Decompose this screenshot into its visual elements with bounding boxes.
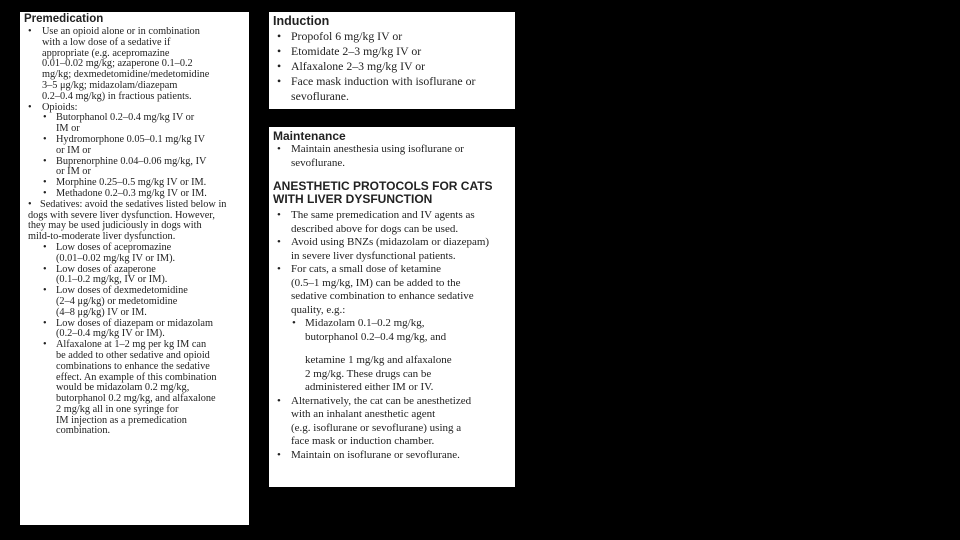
text-line: they may be used judiciously in dogs with <box>28 220 202 232</box>
heading-line: ANESTHETIC PROTOCOLS FOR CATS <box>273 179 493 193</box>
text-line: effect. An example of this combination <box>56 371 217 383</box>
text-line: 2 mg/kg. These drugs can be <box>305 367 432 380</box>
text-line: or IM or <box>56 144 91 156</box>
text-line: 0.01–0.02 mg/kg; azaperone 0.1–0.2 <box>42 58 193 70</box>
text-line: IM injection as a premedication <box>56 414 187 426</box>
induction-heading: Induction <box>273 14 330 28</box>
text-line: • Maintain on isoflurane or sevoflurane. <box>291 448 460 461</box>
text-line: appropriate (e.g. acepromazine <box>42 47 170 59</box>
induction-panel <box>269 12 515 109</box>
text-line: • Maintain anesthesia using isoflurane or <box>291 143 464 155</box>
text-line: • Alfaxalone at 1–2 mg per kg IM can <box>56 339 207 351</box>
cats-same-agents-item <box>273 209 511 236</box>
maintenance-panel <box>269 127 515 487</box>
sedative-list-item <box>24 319 245 341</box>
opioid-list-item <box>24 157 245 179</box>
text-line: in severe liver dysfunctional patients. <box>291 249 456 262</box>
text-line: mild-to-moderate liver dysfunction. <box>28 231 176 243</box>
cats-combination-item <box>273 317 511 344</box>
text-line: • Propofol 6 mg/kg IV or <box>291 29 403 43</box>
induction-item <box>273 59 511 74</box>
text-line: described above for dogs can be used. <box>291 222 459 235</box>
induction-item <box>273 29 511 44</box>
maintenance-heading: Maintenance <box>273 129 346 143</box>
text-line: IM or <box>56 123 80 135</box>
cats-protocol-heading <box>273 180 511 206</box>
text-line: mg/kg; dexmedetomidine/medetomidine <box>42 69 210 81</box>
text-line: (2–4 μg/kg) or medetomidine <box>56 295 178 307</box>
text-line: • Low doses of azaperone <box>56 263 156 275</box>
text-line: • Midazolam 0.1–0.2 mg/kg, <box>305 317 425 329</box>
text-line: combination. <box>56 425 111 437</box>
text-line: (e.g. isoflurane or sevoflurane) using a <box>291 421 462 434</box>
cats-avoid-bnz-item <box>273 236 511 263</box>
text-line: • Low doses of diazepam or midazolam <box>56 317 213 329</box>
text-line: butorphanol 0.2 mg/kg, and alfaxalone <box>56 393 216 405</box>
text-line: or IM or <box>56 166 91 178</box>
text-line: • Alfaxalone 2–3 mg/kg IV or <box>291 59 426 73</box>
text-line: would be midazolam 0.2 mg/kg, <box>56 382 190 394</box>
induction-item <box>273 44 511 59</box>
heading-line: WITH LIVER DYSFUNCTION <box>273 192 433 206</box>
text-line: dogs with severe liver dysfunction. However, <box>28 209 215 221</box>
text-line: (0.5–1 mg/kg, IM) can be added to the <box>291 276 461 289</box>
text-line: • Alternatively, the cat can be anesthetized <box>291 394 472 407</box>
text-line: ketamine 1 mg/kg and alfaxalone <box>305 354 452 366</box>
cats-inhalant-item <box>273 395 511 449</box>
alfaxalone-item <box>24 340 245 437</box>
text-line: • Buprenorphine 0.04–0.06 mg/kg, IV <box>56 155 207 167</box>
text-line: • Butorphanol 0.2–0.4 mg/kg IV or <box>56 112 195 124</box>
text-line: 3–5 μg/kg; midazolam/diazepam <box>42 79 178 91</box>
text-line: (4–8 μg/kg) IV or IM. <box>56 306 147 318</box>
sedative-list-item <box>24 286 245 318</box>
opioid-combination-item <box>24 27 245 103</box>
text-line: butorphanol 0.2–0.4 mg/kg, and <box>305 330 447 343</box>
maintenance-item <box>273 143 511 170</box>
text-line: • Morphine 0.25–0.5 mg/kg IV or IM. <box>56 177 207 189</box>
premedication-panel <box>20 12 249 525</box>
induction-item <box>273 74 511 104</box>
cats-maintain-item <box>273 449 511 463</box>
text-line: • Face mask induction with isoflurane or <box>291 74 476 88</box>
text-line: with an inhalant anesthetic agent <box>291 408 436 420</box>
text-line: • Avoid using BNZs (midazolam or diazepam) <box>291 236 490 248</box>
text-line: • Methadone 0.2–0.3 mg/kg IV or IM. <box>56 187 207 199</box>
text-line: sedative combination to enhance sedative <box>291 290 474 302</box>
text-line: 2 mg/kg all in one syringe for <box>56 403 179 415</box>
text-line: • Use an opioid alone or in combination <box>42 26 200 37</box>
text-line: 0.2–0.4 mg/kg) in fractious patients. <box>42 90 192 102</box>
text-line: (0.01–0.02 mg/kg IV or IM). <box>56 252 176 264</box>
text-line: • For cats, a small dose of ketamine <box>291 263 441 275</box>
cats-ketamine-item <box>273 263 511 317</box>
opioid-list-item <box>24 113 245 135</box>
text-line: • Low doses of dexmedetomidine <box>56 285 188 297</box>
text-line: administered either IM or IV. <box>305 381 434 393</box>
text-line: • Etomidate 2–3 mg/kg IV or <box>291 44 422 58</box>
text-line: face mask or induction chamber. <box>291 435 435 447</box>
text-line: be added to other sedative and opioid <box>56 349 210 361</box>
text-line: (0.2–0.4 mg/kg IV or IM). <box>56 328 165 340</box>
cats-combination-continued <box>273 354 511 395</box>
opioids-label: • Opioids: <box>42 101 78 113</box>
text-line: combinations to enhance the sedative <box>56 360 210 372</box>
text-line: • Sedatives: avoid the sedatives listed below in <box>40 198 227 210</box>
opioid-list-item <box>24 135 245 157</box>
text-line: sevoflurane. <box>291 156 346 169</box>
sedative-list-item <box>24 243 245 265</box>
text-line: • Hydromorphone 0.05–0.1 mg/kg IV <box>56 133 206 145</box>
premedication-heading: Premedication <box>24 13 104 25</box>
text-line: sevoflurane. <box>291 89 349 103</box>
text-line: with a low dose of a sedative if <box>42 36 171 48</box>
sedative-list-item <box>24 265 245 287</box>
text-line: quality, e.g.: <box>291 303 346 316</box>
text-line: • Low doses of acepromazine <box>56 241 172 253</box>
text-line: (0.1–0.2 mg/kg, IV or IM). <box>56 274 168 286</box>
text-line: • The same premedication and IV agents as <box>291 209 475 221</box>
sedatives-item <box>24 200 245 243</box>
